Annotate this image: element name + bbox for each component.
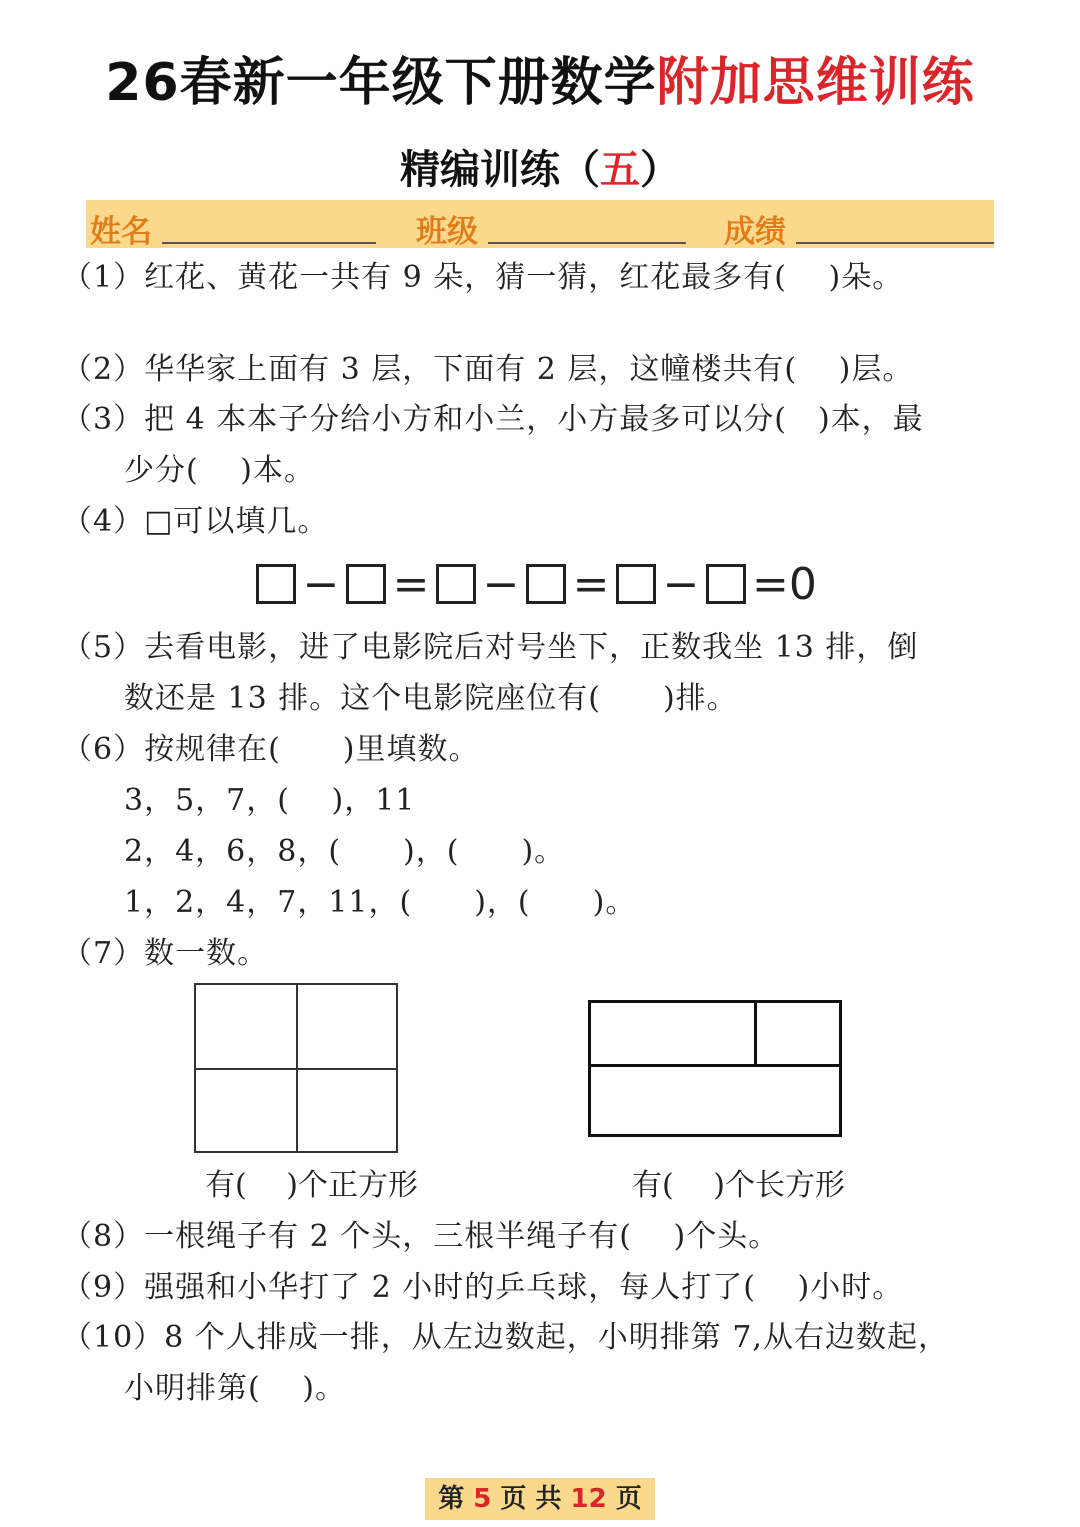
footer-prefix: 第 bbox=[438, 1484, 474, 1514]
subtitle-prefix: 精编训练（ bbox=[400, 147, 600, 193]
student-info-bar bbox=[86, 200, 994, 248]
question-10-line-2: 小明排第( )。 bbox=[124, 1371, 346, 1406]
score-label: 成绩 bbox=[724, 214, 786, 250]
equals-zero: =0 bbox=[752, 558, 817, 610]
sequence-3: 1，2，4，7，11，( )，( )。 bbox=[124, 885, 637, 920]
rect-horizontal-line bbox=[591, 1064, 839, 1067]
answer-box[interactable] bbox=[436, 564, 476, 604]
question-4: （4）□可以填几。 bbox=[62, 504, 329, 539]
square-count-caption: 有( )个正方形 bbox=[205, 1168, 418, 1203]
title-red: 附加思维训练 bbox=[656, 53, 975, 113]
square-grid-figure bbox=[194, 983, 398, 1153]
question-6: （6）按规律在( )里填数。 bbox=[62, 732, 480, 767]
equals-sign: = bbox=[572, 558, 610, 610]
title-black: 26春新一年级下册数学 bbox=[105, 53, 657, 113]
answer-box[interactable] bbox=[256, 564, 296, 604]
page-title bbox=[0, 40, 1080, 115]
rectangle-count-caption: 有( )个长方形 bbox=[632, 1168, 845, 1203]
sequence-2: 2，4，6，8，( )，( )。 bbox=[124, 834, 566, 869]
grid-horizontal-line bbox=[196, 1068, 396, 1070]
question-10-line-1: （10）8 个人排成一排，从左边数起，小明排第 7,从右边数起， bbox=[62, 1320, 949, 1355]
score-field[interactable] bbox=[796, 242, 994, 244]
minus-sign: − bbox=[302, 558, 340, 610]
minus-sign: − bbox=[662, 558, 700, 610]
rect-vertical-line bbox=[754, 1003, 757, 1065]
class-field[interactable] bbox=[488, 242, 686, 244]
question-8: （8）一根绳子有 2 个头，三根半绳子有( )个头。 bbox=[62, 1219, 780, 1254]
question-9: （9）强强和小华打了 2 小时的乒乓球，每人打了( )小时。 bbox=[62, 1270, 904, 1305]
minus-sign: − bbox=[482, 558, 520, 610]
answer-box[interactable] bbox=[346, 564, 386, 604]
page-footer bbox=[425, 1478, 655, 1520]
question-5-line-2: 数还是 13 排。这个电影院座位有( )排。 bbox=[124, 681, 738, 716]
question-7: （7）数一数。 bbox=[62, 936, 269, 971]
page-subtitle bbox=[0, 138, 1080, 195]
sequence-1: 3，5，7，( )，11 bbox=[124, 783, 416, 818]
footer-mid: 页 共 bbox=[491, 1484, 571, 1514]
answer-box[interactable] bbox=[616, 564, 656, 604]
page-number: 5 bbox=[473, 1484, 492, 1514]
question-3-line-2: 少分( )本。 bbox=[124, 453, 315, 488]
class-label: 班级 bbox=[416, 214, 478, 250]
question-2: （2）华华家上面有 3 层，下面有 2 层，这幢楼共有( )层。 bbox=[62, 352, 914, 387]
answer-box[interactable] bbox=[706, 564, 746, 604]
question-5-line-1: （5）去看电影，进了电影院后对号坐下，正数我坐 13 排，倒 bbox=[62, 630, 919, 665]
name-field[interactable] bbox=[162, 242, 376, 244]
equals-sign: = bbox=[392, 558, 430, 610]
question-3-line-1: （3）把 4 本本子分给小方和小兰，小方最多可以分( )本，最 bbox=[62, 402, 924, 437]
subtitle-number: 五 bbox=[600, 147, 640, 193]
footer-suffix: 页 bbox=[606, 1484, 642, 1514]
page-total: 12 bbox=[570, 1484, 607, 1514]
answer-box[interactable] bbox=[526, 564, 566, 604]
box-equation bbox=[256, 556, 817, 612]
rectangle-figure bbox=[588, 1000, 842, 1137]
name-label: 姓名 bbox=[90, 214, 152, 250]
question-1: （1）红花、黄花一共有 9 朵，猜一猜，红花最多有( )朵。 bbox=[62, 260, 904, 295]
subtitle-suffix: ） bbox=[640, 147, 680, 193]
